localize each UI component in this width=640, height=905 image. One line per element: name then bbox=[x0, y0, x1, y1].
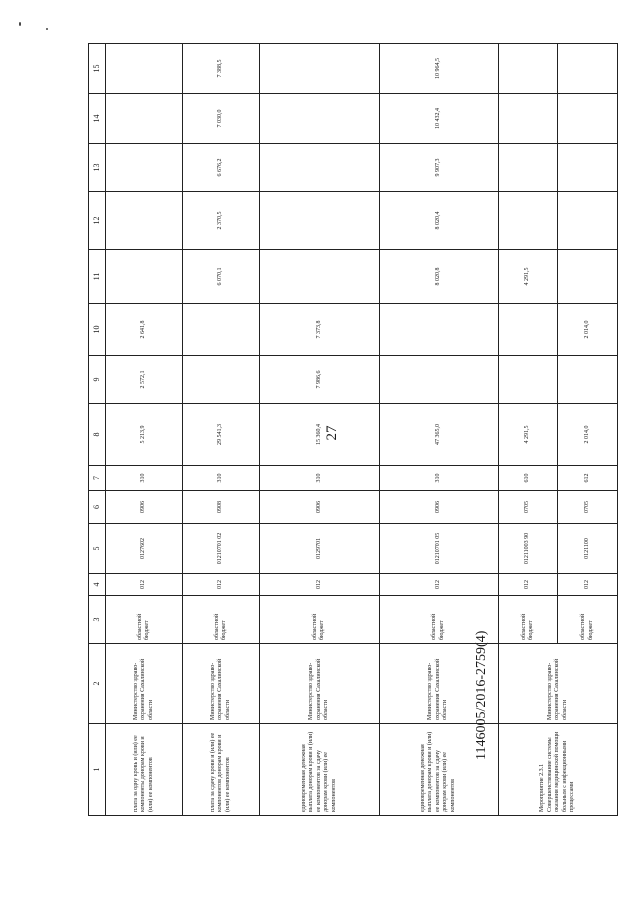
measure-name-cell: единовременная денежная выплата донорам крови и (или) ее компонентов за сдачу донорам крови (или) ее компонентов bbox=[379, 724, 498, 816]
executor-cell: Министерство здраво-охранения Сахалинской области bbox=[106, 644, 183, 724]
table-cell-c10: 2 014,0 bbox=[558, 304, 618, 356]
table-cell-c14: 10 432,4 bbox=[379, 94, 498, 144]
table-cell-c6: 0908 bbox=[183, 491, 260, 524]
table-cell-c8: 29 541,3 bbox=[183, 404, 260, 466]
table-cell-c4: 012 bbox=[379, 574, 498, 596]
table-cell-c6: 0906 bbox=[379, 491, 498, 524]
col-header: 1 bbox=[89, 724, 106, 816]
table-cell-c7: 612 bbox=[558, 466, 618, 491]
table-cell-c11 bbox=[558, 250, 618, 304]
table-cell-c10: 7 373,8 bbox=[260, 304, 379, 356]
col-header: 5 bbox=[89, 524, 106, 574]
col-header: 7 bbox=[89, 466, 106, 491]
table-cell-c5: 0127602 bbox=[106, 524, 183, 574]
table-row bbox=[260, 44, 379, 816]
rotated-table-wrapper bbox=[88, 44, 618, 816]
table-cell-c4: 012 bbox=[498, 574, 558, 596]
table-cell-c9 bbox=[379, 356, 498, 404]
table-cell-c15 bbox=[558, 44, 618, 94]
header-row bbox=[89, 44, 106, 816]
table-cell-c5: 01211003 90 bbox=[498, 524, 558, 574]
table-cell-c9 bbox=[558, 356, 618, 404]
table-cell-c6: 0906 bbox=[106, 491, 183, 524]
col-header: 10 bbox=[89, 304, 106, 356]
table-cell-c8: 15 360,4 bbox=[260, 404, 379, 466]
table-cell-c11: 8 020,8 bbox=[379, 250, 498, 304]
table-cell-c3: областной бюджет bbox=[558, 596, 618, 644]
table-cell-c5: 01210701 05 bbox=[379, 524, 498, 574]
table-cell-c12 bbox=[558, 192, 618, 250]
table-cell-c6: 0906 bbox=[260, 491, 379, 524]
budget-table bbox=[88, 43, 618, 816]
table-cell-c13 bbox=[260, 144, 379, 192]
table-cell-c5: 0129701 bbox=[260, 524, 379, 574]
table-row bbox=[183, 44, 260, 816]
table-cell-c5: 0121100 bbox=[558, 524, 618, 574]
table-cell-c14 bbox=[558, 94, 618, 144]
table-cell-c7: 310 bbox=[379, 466, 498, 491]
col-header: 3 bbox=[89, 596, 106, 644]
table-row bbox=[498, 44, 558, 816]
executor-cell: Министерство здраво-охранения Сахалинской области bbox=[379, 644, 498, 724]
table-cell-c15 bbox=[498, 44, 558, 94]
table-cell-c10 bbox=[498, 304, 558, 356]
col-header: 9 bbox=[89, 356, 106, 404]
col-header: 12 bbox=[89, 192, 106, 250]
table-cell-c13 bbox=[106, 144, 183, 192]
col-header: 14 bbox=[89, 94, 106, 144]
col-header: 11 bbox=[89, 250, 106, 304]
table-cell-c3: областной бюджет bbox=[379, 596, 498, 644]
table-cell-c13 bbox=[558, 144, 618, 192]
table-cell-c8: 4 291,5 bbox=[498, 404, 558, 466]
measure-name-cell: плата за сдачу крови и (или) ее компонентов донорам крови и (или) ее компонентов bbox=[183, 724, 260, 816]
table-cell-c4: 012 bbox=[260, 574, 379, 596]
executor-cell: Министерство здраво-охранения Сахалинской области bbox=[498, 644, 617, 724]
table-cell-c8: 47 365,0 bbox=[379, 404, 498, 466]
table-cell-c7: 310 bbox=[260, 466, 379, 491]
table-cell-c3: областной бюджет bbox=[106, 596, 183, 644]
table-cell-c7: 310 bbox=[106, 466, 183, 491]
table-cell-c12: 2 370,5 bbox=[183, 192, 260, 250]
page-number: 27 bbox=[324, 425, 340, 441]
table-cell-c11 bbox=[260, 250, 379, 304]
table-cell-c12 bbox=[260, 192, 379, 250]
table-cell-c6: 0705 bbox=[498, 491, 558, 524]
scan-speck bbox=[19, 22, 21, 26]
table-cell-c14 bbox=[106, 94, 183, 144]
table-cell-c12 bbox=[106, 192, 183, 250]
table-cell-c4: 012 bbox=[558, 574, 618, 596]
col-header: 13 bbox=[89, 144, 106, 192]
table-cell-c14: 7 030,0 bbox=[183, 94, 260, 144]
table-cell-c4: 012 bbox=[106, 574, 183, 596]
table-cell-c3: областной бюджет bbox=[260, 596, 379, 644]
table-cell-c7: 310 bbox=[183, 466, 260, 491]
table-row bbox=[106, 44, 183, 816]
measure-name-cell: плата за одну кровь и (или) ее компоненты донорам крови и (или) ее компонентов bbox=[106, 724, 183, 816]
table-cell-c4: 012 bbox=[183, 574, 260, 596]
table-cell-c15: 10 964,5 bbox=[379, 44, 498, 94]
measure-name-cell: единовременная денежная выплата донорам крови и (или) ее компонентов за сдачу донорам крови (или) ее компонентов bbox=[260, 724, 379, 816]
table-cell-c11: 6 070,1 bbox=[183, 250, 260, 304]
table-cell-c14 bbox=[498, 94, 558, 144]
table-row bbox=[379, 44, 498, 816]
table-cell-c9: 2 572,1 bbox=[106, 356, 183, 404]
scan-speck bbox=[46, 28, 48, 30]
document-code: 1146005/2016-2759(4) bbox=[474, 630, 489, 760]
table-cell-c5: 01210701 02 bbox=[183, 524, 260, 574]
table-cell-c14 bbox=[260, 94, 379, 144]
table-cell-c15 bbox=[260, 44, 379, 94]
col-header: 15 bbox=[89, 44, 106, 94]
table-cell-c15 bbox=[106, 44, 183, 94]
table-cell-c10 bbox=[379, 304, 498, 356]
col-header: 2 bbox=[89, 644, 106, 724]
table-cell-c8: 2 014,0 bbox=[558, 404, 618, 466]
table-cell-c3: областной бюджет bbox=[498, 596, 558, 644]
table-cell-c15: 7 388,5 bbox=[183, 44, 260, 94]
table-cell-c3: областной бюджет bbox=[183, 596, 260, 644]
col-header: 8 bbox=[89, 404, 106, 466]
table-cell-c13: 9 907,3 bbox=[379, 144, 498, 192]
table-cell-c12 bbox=[498, 192, 558, 250]
table-cell-c12: 8 020,4 bbox=[379, 192, 498, 250]
col-header: 4 bbox=[89, 574, 106, 596]
table-cell-c6: 0705 bbox=[558, 491, 618, 524]
table-cell-c11 bbox=[106, 250, 183, 304]
executor-cell: Министерство здраво-охранения Сахалинской области bbox=[183, 644, 260, 724]
table-cell-c9 bbox=[498, 356, 558, 404]
table-cell-c9 bbox=[183, 356, 260, 404]
table-cell-c13: 6 676,2 bbox=[183, 144, 260, 192]
table-cell-c13 bbox=[498, 144, 558, 192]
table-cell-c10 bbox=[183, 304, 260, 356]
table-cell-c11: 4 291,5 bbox=[498, 250, 558, 304]
table-cell-c8: 5 213,9 bbox=[106, 404, 183, 466]
table-cell-c9: 7 986,6 bbox=[260, 356, 379, 404]
col-header: 6 bbox=[89, 491, 106, 524]
measure-name-cell: Мероприятие 2.3.1 Совершенствование системы оказания медицинской помощи больным с инфекционными процессами bbox=[498, 724, 617, 816]
executor-cell: Министерство здраво-охранения Сахалинской области bbox=[260, 644, 379, 724]
table-cell-c10: 2 641,8 bbox=[106, 304, 183, 356]
table-cell-c7: 610 bbox=[498, 466, 558, 491]
